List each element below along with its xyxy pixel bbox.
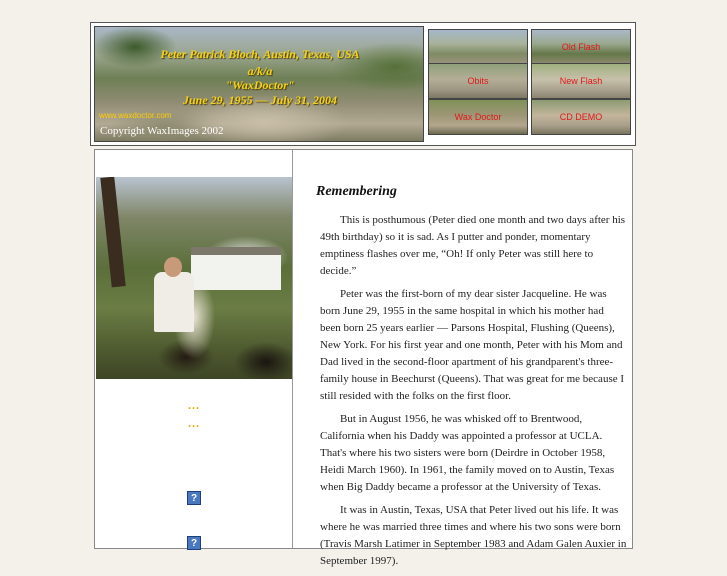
nav-tile-home[interactable] [428,29,528,65]
header-website-link[interactable]: www.waxdoctor.com [99,111,172,120]
nav-tile-obits[interactable]: Obits [428,63,528,99]
article-title: Remembering [316,184,397,199]
header-aka-line: a/k/a [247,64,273,78]
nav-tile-new-flash[interactable]: New Flash [531,63,631,99]
header-banner [90,22,636,146]
article-paragraph: But in August 1956, he was whisked off to Brentwood, California when his Daddy was appointed a professor at UCLA. That's where his two sisters were born (Deirdre in October 1958, Heidi March 1960). In 1961, the family moved on to Austin, Texas when Big Daddy became a professor at the University of Texas. [320,413,615,493]
nav-tile-wax-doctor[interactable]: Wax Doctor [428,99,528,135]
portrait-photo [96,177,292,379]
content-frame [94,149,633,567]
nav-tile-old-flash[interactable]: Old Flash [531,29,631,65]
article-paragraph: It was in Austin, Texas, USA that Peter lived out his life. It was where he was married three times and where his two sons were born (Travis Marsh Latimer in September 1983 and Adam Galen Auxier in September 1997). [320,504,627,567]
article-paragraph: This is posthumous (Peter died one month and two days after his 49th birthday) so it is sad. As I putter and ponder, momentary emptiness flashes over me, “Oh! If only Peter was still here to decide.” [320,214,626,277]
help-icon[interactable]: ? [187,491,201,505]
banner-photo [94,26,424,142]
help-icon-2[interactable]: ? [187,536,201,550]
nav-tile-cd-demo[interactable]: CD DEMO [531,99,631,135]
header-nickname-line: "WaxDoctor" [225,78,295,92]
header-copyright: Copyright WaxImages 2002 [100,125,224,137]
sidebar [95,150,293,548]
header-dates-line: June 29, 1955 — July 31, 2004 [182,93,337,107]
article-body [320,212,627,576]
sidebar-dots-1: ... [188,398,200,412]
article-paragraph: Peter was the first-born of my dear sister Jacqueline. He was born June 29, 1955 in the same hospital in which his mother had been born 25 years earlier — Parsons Hospital, Flushing (Queens), New York. For his first year and one month, Peter with his Mom and Dad lived in the second-floor apartment of his grandparent's three-family house in Beechurst (Queens). That was great for me because I still resided with the folks on the first floor. [320,288,625,402]
header-name-line: Peter Patrick Bloch, Austin, Texas, USA [160,47,360,61]
sidebar-dots-2: ... [188,416,200,430]
